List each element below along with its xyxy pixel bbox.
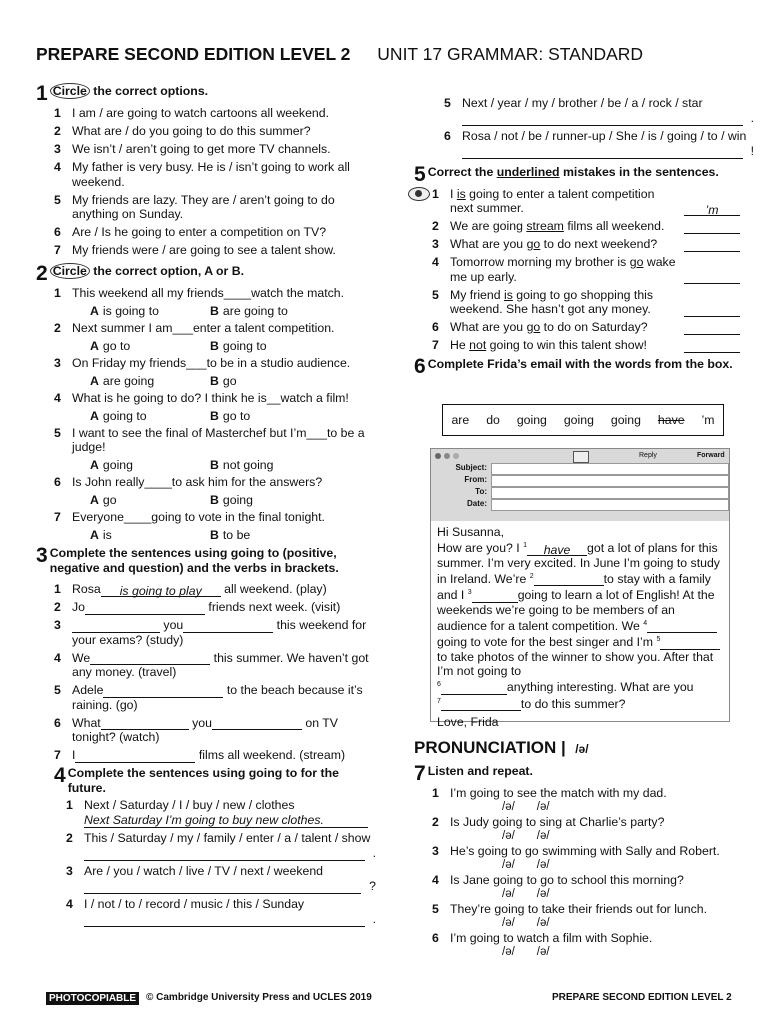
item-number: 5 <box>54 192 61 207</box>
item-number: 7 <box>432 338 439 352</box>
options-row <box>90 409 376 423</box>
item-text: My friends are lazy. They are / aren’t going to do anything on Sunday. <box>72 192 335 221</box>
envelope-icon[interactable] <box>573 451 589 463</box>
item-text: Everyone____going to vote in the final tonight. <box>72 510 325 524</box>
section-1-items <box>54 106 376 258</box>
section-number: 2 <box>36 261 48 285</box>
item-text: This / Saturday / my / family / enter / a / talent / show . <box>84 831 376 860</box>
list-item <box>54 243 376 258</box>
item-text: Next / Saturday / I / buy / new / clothes Next Saturday I’m going to buy new clothes. <box>84 798 376 828</box>
header-level: PREPARE SECOND EDITION LEVEL 2 <box>36 44 351 64</box>
item-text: Next summer I am___enter a talent competition. <box>72 320 335 335</box>
option-a[interactable]: A going <box>90 458 133 472</box>
item-number: 3 <box>54 355 61 370</box>
item-text: I is going to enter a talent competition next summer. ’m <box>450 187 754 216</box>
list-item <box>444 129 754 159</box>
item-text: you this weekend for your exams? (study) <box>72 618 367 647</box>
to-field[interactable] <box>491 487 729 499</box>
item-number: 1 <box>432 786 439 800</box>
item-number: 1 <box>66 798 73 812</box>
answer-line[interactable] <box>84 912 365 927</box>
answer-line[interactable] <box>84 879 361 894</box>
item-number: 6 <box>54 225 61 239</box>
ipa-marks: /ə/ /ə/ <box>502 859 550 871</box>
section-number: 6 <box>414 354 426 378</box>
item-text: We isn’t / aren’t going to get more TV channels. <box>72 142 331 156</box>
ipa-marks: /ə/ /ə/ <box>502 946 550 958</box>
option-a[interactable]: A is going to <box>90 303 159 318</box>
answer-blank[interactable] <box>684 271 740 284</box>
list-item <box>432 255 754 284</box>
box-word: going <box>516 413 547 427</box>
email-signoff: Love, Frida <box>437 715 499 730</box>
word-box <box>442 404 724 436</box>
item-text: We are going stream films all weekend. <box>450 219 754 234</box>
section-5-items <box>432 187 754 353</box>
list-item <box>54 106 376 121</box>
option-b[interactable]: B not going <box>210 458 274 472</box>
item-text: What are you go to do next weekend? <box>450 237 754 252</box>
item-text: This weekend all my friends____watch the match. <box>72 285 345 300</box>
email-window <box>430 448 730 730</box>
list-item <box>432 844 754 859</box>
item-text: Adele to the beach because it’s raining. (go) <box>72 683 363 712</box>
answer-blank[interactable]: is going to play <box>101 584 221 597</box>
item-text: I films all weekend. (stream) <box>72 748 346 762</box>
list-item <box>432 338 754 353</box>
section-3 <box>36 546 376 763</box>
item-number: 1 <box>432 186 439 201</box>
answer-blank[interactable] <box>85 602 205 615</box>
answer-line[interactable] <box>84 846 365 861</box>
item-number: 5 <box>54 425 61 440</box>
box-word: going <box>563 413 594 427</box>
answer-line[interactable] <box>462 111 743 126</box>
item-number: 4 <box>432 873 439 887</box>
circle-word: Circle <box>50 83 90 99</box>
option-b[interactable]: B go to <box>210 408 251 423</box>
item-number: 6 <box>444 129 451 143</box>
item-text: Next / year / my / brother / be / a / rock / star . <box>462 96 754 125</box>
header-unit: UNIT 17 GRAMMAR: STANDARD <box>377 44 644 64</box>
item-number: 3 <box>432 237 439 251</box>
option-a[interactable]: A going to <box>90 408 147 423</box>
item-text: I / not / to / record / music / this / Sunday . <box>84 897 376 926</box>
section-5-title: 5 Correct the underlined mistakes in the sentences. <box>414 162 719 186</box>
item-number: 6 <box>432 320 439 334</box>
pronunciation-heading: PRONUNCIATION | /ə/ <box>414 738 589 757</box>
box-word: going <box>610 413 641 427</box>
option-b[interactable]: B to be <box>210 528 251 542</box>
item-text: On Friday my friends___to be in a studio audience. <box>72 355 351 370</box>
item-number: 2 <box>54 124 61 138</box>
list-item <box>432 219 754 234</box>
item-text: What is he going to do? I think he is__watch a film! <box>72 390 349 405</box>
item-text: My friends were / are going to see a talent show. <box>72 243 336 257</box>
left-column <box>36 84 376 930</box>
list-item <box>432 320 754 335</box>
reply-button[interactable]: Reply <box>639 452 657 459</box>
item-number: 4 <box>66 897 73 911</box>
section-6-title: 6 Complete Frida’s email with the words from the box. <box>414 354 733 378</box>
box-word: are <box>451 413 470 427</box>
item-text: Are / you / watch / live / TV / next / weekend ? <box>84 864 376 893</box>
list-item <box>54 716 376 745</box>
item-number: 6 <box>54 715 61 730</box>
section-5 <box>414 162 754 353</box>
item-number: 3 <box>66 864 73 878</box>
section-1-title: 1 Circle the correct options. <box>36 82 209 105</box>
list-item <box>432 187 754 216</box>
item-text: My friend is going to go shopping this weekend. She hasn’t got any money. <box>450 288 754 317</box>
list-item <box>54 356 376 371</box>
item-number: 4 <box>54 390 61 405</box>
item-number: 5 <box>432 287 439 302</box>
answer-blank[interactable] <box>212 717 302 730</box>
email-text: How are you? I $^1$ have got a lot of plans for this summer. I’m very excited. In June I’m going to study in Ireland. We’re $^2$ to stay with a family and I $^3$ going to learn a lot of English! At the weekends we’re going to be members of an audience for a talent competition. We $^4$going to vote for the best singer and I’m $^5$to take photos of the winner to show you. After that I’m not going to $^6$ anything interesting. What are you $^7$ to do this summer? <box>437 541 720 711</box>
subject-field[interactable] <box>491 463 729 475</box>
list-item <box>54 582 376 597</box>
answer-blank[interactable] <box>684 322 740 335</box>
date-field[interactable] <box>491 499 729 511</box>
list-item <box>54 618 376 647</box>
list-item <box>54 160 376 189</box>
list-item <box>66 831 376 861</box>
list-item <box>432 902 754 917</box>
list-item <box>54 426 376 455</box>
item-number: 2 <box>432 815 439 829</box>
options-row <box>90 374 376 388</box>
section-1 <box>36 84 376 258</box>
right-column <box>414 96 754 377</box>
option-a[interactable]: A go <box>90 493 117 507</box>
subject-label: Subject: <box>455 463 487 472</box>
options-row <box>90 493 376 507</box>
item-number: 3 <box>432 844 439 858</box>
item-number: 2 <box>54 320 61 335</box>
item-number: 4 <box>54 650 61 665</box>
section-2 <box>36 261 376 543</box>
photocopiable-badge: PHOTOCOPIABLE <box>46 992 139 1005</box>
item-number: 2 <box>432 219 439 233</box>
list-item <box>66 798 376 828</box>
answer-blank[interactable]: ’m <box>684 203 740 216</box>
section-4-items-continued <box>444 96 754 159</box>
date-label: Date: <box>466 499 487 508</box>
from-label: From: <box>464 475 487 484</box>
item-text: I’m going to watch a film with Sophie. <box>450 931 653 945</box>
item-number: 3 <box>54 618 61 632</box>
list-item <box>54 510 376 525</box>
item-text: We this summer. We haven’t got any money. (travel) <box>72 650 369 679</box>
section-number: 5 <box>414 162 426 186</box>
option-b[interactable]: B go <box>210 373 237 388</box>
answer-line[interactable]: Next Saturday I’m going to buy new clothes. <box>84 813 368 828</box>
item-number: 2 <box>54 600 61 614</box>
section-number: 1 <box>36 82 48 105</box>
answer-blank[interactable] <box>103 685 223 698</box>
options-row <box>90 339 376 353</box>
answer-blank[interactable] <box>684 304 740 317</box>
item-number: 1 <box>54 582 61 596</box>
section-2-title: 2 Circle the correct option, A or B. <box>36 261 245 285</box>
item-text: Rosa is going to play all weekend. (play) <box>72 582 327 598</box>
item-number: 7 <box>54 243 61 257</box>
window-dots <box>435 453 459 459</box>
answer-blank[interactable] <box>684 340 740 353</box>
option-a[interactable]: A are going <box>90 373 155 388</box>
list-item <box>66 897 376 927</box>
email-greeting: Hi Susanna, <box>437 525 504 539</box>
section-number: 7 <box>414 762 426 785</box>
item-number: 5 <box>432 902 439 916</box>
section-3-title: 3 Complete the sentences using going to (positive, negative and question) and the verbs in brackets. <box>36 544 339 575</box>
item-text: What are / do you going to do this summer? <box>72 124 311 138</box>
item-text: Jo friends next week. (visit) <box>72 600 341 614</box>
option-b[interactable]: B going to <box>210 338 267 353</box>
ipa-marks: /ə/ /ə/ <box>502 830 550 842</box>
options-row <box>90 458 376 472</box>
list-item <box>54 142 376 157</box>
item-number: 7 <box>54 748 61 762</box>
item-number: 5 <box>444 96 451 110</box>
list-item <box>54 391 376 406</box>
section-2-items <box>54 286 376 543</box>
option-a[interactable]: A is <box>90 528 112 542</box>
item-text: He not going to win this talent show! <box>450 338 754 353</box>
box-word: ’m <box>701 413 715 427</box>
list-item <box>54 286 376 301</box>
section-4-items <box>66 798 376 927</box>
item-text: What are you go to do on Saturday? <box>450 320 754 335</box>
list-item <box>432 815 754 830</box>
answer-blank[interactable] <box>72 620 160 633</box>
item-text: He’s going to go swimming with Sally and Robert. <box>450 844 720 858</box>
item-text: Is Judy going to sing at Charlie’s party? <box>450 815 665 829</box>
answer-blank[interactable] <box>75 750 195 763</box>
example-eye-icon <box>408 187 430 201</box>
list-item <box>54 475 376 490</box>
section-number: 4 <box>54 764 66 787</box>
list-item <box>66 864 376 894</box>
list-item <box>432 786 754 801</box>
item-number: 1 <box>54 106 61 120</box>
item-text: I am / are going to watch cartoons all weekend. <box>72 106 330 120</box>
ipa-marks: /ə/ /ə/ <box>502 888 550 900</box>
to-label: To: <box>475 487 487 496</box>
list-item <box>54 600 376 615</box>
option-b[interactable]: B going <box>210 493 253 507</box>
section-number: 3 <box>36 544 48 567</box>
list-item <box>432 931 754 946</box>
section-4 <box>54 766 376 927</box>
item-text: I’m going to see the match with my dad. <box>450 786 667 800</box>
item-text: My father is very busy. He is / isn’t going to work all weekend. <box>72 160 350 189</box>
answer-blank[interactable] <box>183 620 273 633</box>
section-7-title: 7 Listen and repeat. <box>414 762 533 785</box>
footer-level: PREPARE SECOND EDITION LEVEL 2 <box>552 992 732 1003</box>
item-text: Are / Is he going to enter a competition on TV? <box>72 225 327 239</box>
ipa-marks: /ə/ /ə/ <box>502 801 550 813</box>
option-b[interactable]: B are going to <box>210 303 288 318</box>
item-text: I want to see the final of Masterchef but I’m___to be a judge! <box>72 425 365 454</box>
section-7-items <box>432 786 754 958</box>
item-number: 6 <box>54 475 61 489</box>
email-body <box>431 521 729 734</box>
email-header <box>431 449 729 521</box>
list-item <box>54 748 376 763</box>
list-item <box>54 225 376 240</box>
from-field[interactable] <box>491 475 729 487</box>
answer-blank[interactable] <box>101 717 189 730</box>
answer-blank[interactable] <box>90 652 210 665</box>
answer-blank[interactable] <box>684 221 740 234</box>
item-text: Is John really____to ask him for the answers? <box>72 475 323 489</box>
box-word: have <box>657 413 685 427</box>
item-text: What you on TV tonight? (watch) <box>72 715 338 744</box>
item-text: Rosa / not / be / runner-up / She / is / going / to / win ! <box>462 129 754 158</box>
ipa-marks: /ə/ /ə/ <box>502 917 550 929</box>
list-item <box>54 193 376 222</box>
item-number: 5 <box>54 683 61 697</box>
item-text: They’re going to take their friends out for lunch. <box>450 902 708 916</box>
option-a[interactable]: A go to <box>90 338 131 353</box>
options-row <box>90 528 376 542</box>
item-number: 6 <box>432 931 439 945</box>
section-6 <box>414 354 754 378</box>
circle-word: Circle <box>50 263 90 279</box>
footer-copyright: © Cambridge University Press and UCLES 2019 <box>146 992 372 1003</box>
item-text: Is Jane going to go to school this morning? <box>450 873 684 887</box>
answer-blank[interactable] <box>684 239 740 252</box>
item-number: 1 <box>54 285 61 300</box>
list-item <box>432 873 754 888</box>
list-item <box>432 237 754 252</box>
section-7 <box>414 764 754 960</box>
item-number: 7 <box>54 510 61 524</box>
answer-line[interactable] <box>462 144 743 159</box>
item-number: 4 <box>54 160 61 174</box>
item-text: Tomorrow morning my brother is go wake me up early. <box>450 255 754 284</box>
page-header <box>36 44 643 65</box>
list-item <box>432 288 754 317</box>
forward-button[interactable]: Forward <box>697 452 725 459</box>
section-4-title: 4 Complete the sentences using going to for the future. <box>54 764 339 795</box>
section-3-items <box>54 582 376 763</box>
options-row <box>90 304 376 318</box>
item-number: 3 <box>54 142 61 156</box>
list-item <box>54 683 376 712</box>
item-number: 2 <box>66 831 73 845</box>
item-number: 4 <box>432 255 439 269</box>
box-word: do <box>486 413 500 427</box>
list-item <box>54 124 376 139</box>
list-item <box>54 321 376 336</box>
list-item <box>444 96 754 126</box>
list-item <box>54 651 376 680</box>
